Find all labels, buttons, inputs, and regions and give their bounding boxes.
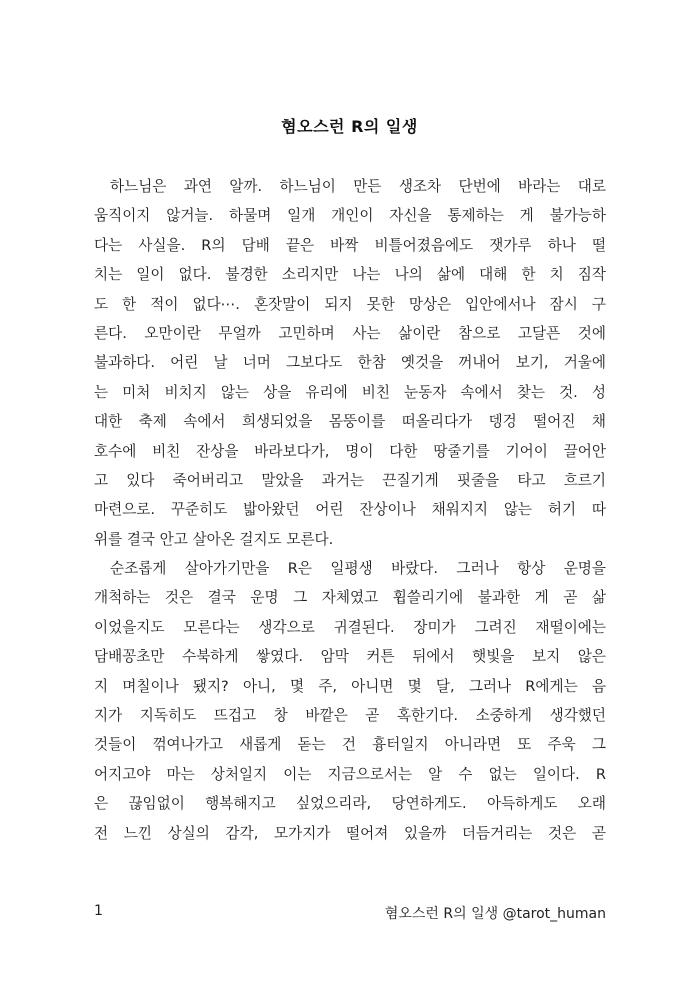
text-line: 개척하는 것은 결국 운명 그 자체였고 휩쓸리기에 불과한 게 곧 삶	[94, 589, 606, 607]
text-line: 위를 결국 안고 살아온 걸지도 모른다.	[94, 530, 334, 548]
text-line: 전 느낀 상실의 감각, 모가지가 떨어져 있을까 더듬거리는 것은 곧	[94, 824, 606, 842]
text-line: 다는 사실을. R의 담배 끝은 바짝 비틀어졌음에도 잿가루 하나 떨	[94, 236, 606, 254]
text-line: 어지고야 마는 상처일지 이는 지금으로서는 알 수 없는 일이다. R	[94, 765, 606, 783]
body-text	[94, 172, 606, 848]
text-line: 하느님은 과연 알까. 하느님이 만든 생조차 단번에 바라는 대로	[110, 178, 606, 195]
text-line: 는 미처 비치지 않는 상을 유리에 비친 눈동자 속에서 찾는 것. 성	[94, 383, 606, 401]
text-line: 도 한 적이 없다⋯. 혼잣말이 되지 못한 망상은 입안에서나 잠시 구	[94, 295, 606, 313]
text-line: 른다. 오만이란 무얼까 고민하며 사는 삶이란 참으로 고달픈 것에	[94, 324, 606, 342]
text-line: 대한 축제 속에서 희생되었을 몸뚱이를 떠올리다가 뎅겅 떨어진 채	[94, 413, 606, 431]
paragraph	[94, 172, 606, 554]
paragraph	[94, 554, 606, 848]
text-line: 호수에 비친 잔상을 바라보다가, 명이 다한 땅줄기를 기어이 끌어안	[94, 442, 606, 460]
text-line: 고 있다 죽어버리고 말았을 과거는 끈질기게 핏줄을 타고 흐르기	[94, 471, 606, 489]
text-line: 움직이지 않거늘. 하물며 일개 개인이 자신을 통제하는 게 불가능하	[94, 207, 606, 225]
running-footer-title: 혐오스런 R의 일생 @tarot_human	[384, 906, 606, 922]
text-line: 마련으로. 꾸준히도 밟아왔던 어린 잔상이나 채워지지 않는 허기 따	[94, 501, 606, 519]
text-line: 지 며칠이나 됐지? 아니, 몇 주, 아니면 몇 달, 그러나 R에게는 음	[94, 677, 606, 695]
text-line: 것들이 꺾여나가고 새롭게 돋는 건 흉터일지 아니라면 또 주욱 그	[94, 736, 606, 754]
text-line: 불과하다. 어린 날 너머 그보다도 한참 옛것을 꺼내어 보기, 거울에	[94, 354, 606, 372]
text-line: 치는 일이 없다. 불경한 소리지만 나는 나의 삶에 대해 한 치 짐작	[94, 266, 606, 284]
text-line: 이었을지도 모른다는 생각으로 귀결된다. 장미가 그려진 재떨이에는	[94, 618, 606, 636]
page-title: 혐오스런 R의 일생	[281, 117, 418, 136]
text-line: 은 끊임없이 행복해지고 싶었으리라, 당연하게도. 아득하게도 오래	[94, 795, 606, 813]
text-line: 담배꽁초만 수북하게 쌓였다. 암막 커튼 뒤에서 햇빛을 보지 않은	[94, 648, 606, 666]
text-line: 지가 지독히도 뜨겁고 창 바깥은 곧 혹한기다. 소중하게 생각했던	[94, 707, 606, 725]
text-line: 순조롭게 살아가기만을 R은 일평생 바랐다. 그러나 항상 운명을	[110, 560, 606, 578]
page-number: 1	[94, 903, 103, 919]
